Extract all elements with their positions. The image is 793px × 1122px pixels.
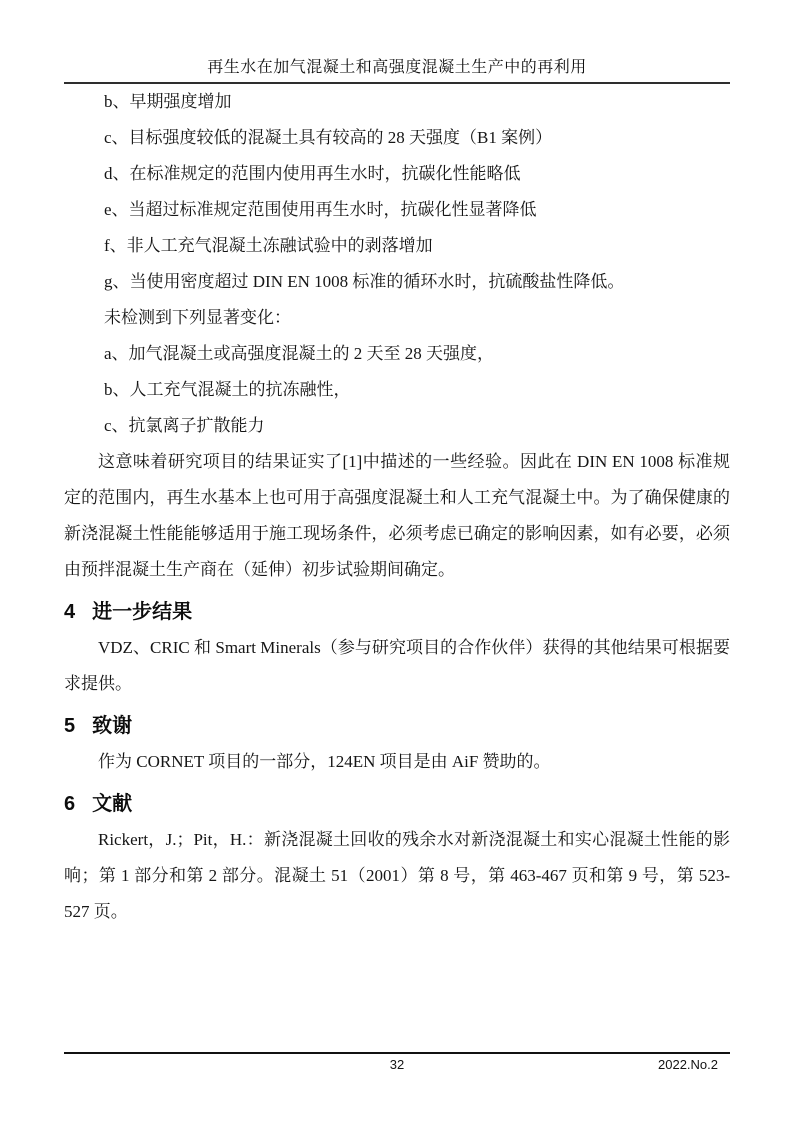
acknowledgement-paragraph: 作为 CORNET 项目的一部分，124EN 项目是由 AiF 赞助的。 — [98, 752, 551, 771]
issue-label: 2022.No.2 — [658, 1057, 718, 1072]
page-footer — [64, 1052, 730, 1074]
further-results-paragraph: VDZ、CRIC 和 Smart Minerals（参与研究项目的合作伙伴）获得的其他结果可根据要求提供。 — [64, 638, 730, 693]
section-heading-acknowledgement — [64, 708, 730, 744]
footer-text — [64, 1056, 730, 1074]
no-change-item-b: b、人工充气混凝土的抗冻融性， — [104, 380, 351, 399]
section-title: 致谢 — [92, 715, 133, 737]
section-number: 4 — [64, 601, 76, 623]
conclusion-paragraph: 这意味着研究项目的结果证实了[1]中描述的一些经验。因此在 DIN EN 1008 标准规定的范围内，再生水基本上也可用于高强度混凝土和人工充气混凝土中。为了确保健康的新浇混凝土性能能够适用于施工现场条件，必须考虑已确定的影响因素，如有必要，必须由预拌混凝土生产商在（延伸）初步试验期间确定。 — [64, 452, 730, 579]
no-change-item-c: c、抗氯离子扩散能力 — [104, 416, 265, 435]
footer-rule — [64, 1052, 730, 1054]
page-body — [0, 84, 793, 930]
section-number: 6 — [64, 793, 76, 815]
reference-entry: Rickert，J.；Pit，H.：新浇混凝土回收的残余水对新浇混凝土和实心混凝土性能的影响；第 1 部分和第 2 部分。混凝土 51（2001）第 8 号，第 463-467 页和第 9 号，第 523-527 页。 — [64, 830, 730, 921]
finding-item-b: b、早期强度增加 — [104, 92, 232, 111]
section-heading-references — [64, 786, 730, 822]
section-title: 进一步结果 — [92, 601, 193, 623]
no-change-item-a: a、加气混凝土或高强度混凝土的 2 天至 28 天强度， — [104, 344, 495, 363]
finding-item-d: d、在标准规定的范围内使用再生水时，抗碳化性能略低 — [104, 164, 521, 183]
no-change-intro: 未检测到下列显著变化： — [104, 308, 291, 327]
section-title: 文献 — [92, 793, 133, 815]
finding-item-e: e、当超过标准规定范围使用再生水时，抗碳化性显著降低 — [104, 200, 537, 219]
page-number: 32 — [389, 1057, 405, 1072]
finding-item-f: f、非人工充气混凝土冻融试验中的剥落增加 — [104, 236, 433, 255]
section-number: 5 — [64, 715, 76, 737]
finding-item-c: c、目标强度较低的混凝土具有较高的 28 天强度（B1 案例） — [104, 128, 553, 147]
running-title: 再生水在加气混凝土和高强度混凝土生产中的再利用 — [64, 56, 730, 84]
finding-item-g: g、当使用密度超过 DIN EN 1008 标准的循环水时，抗硫酸盐性降低。 — [104, 272, 625, 291]
section-heading-further-results — [64, 594, 730, 630]
page-header — [0, 0, 793, 84]
